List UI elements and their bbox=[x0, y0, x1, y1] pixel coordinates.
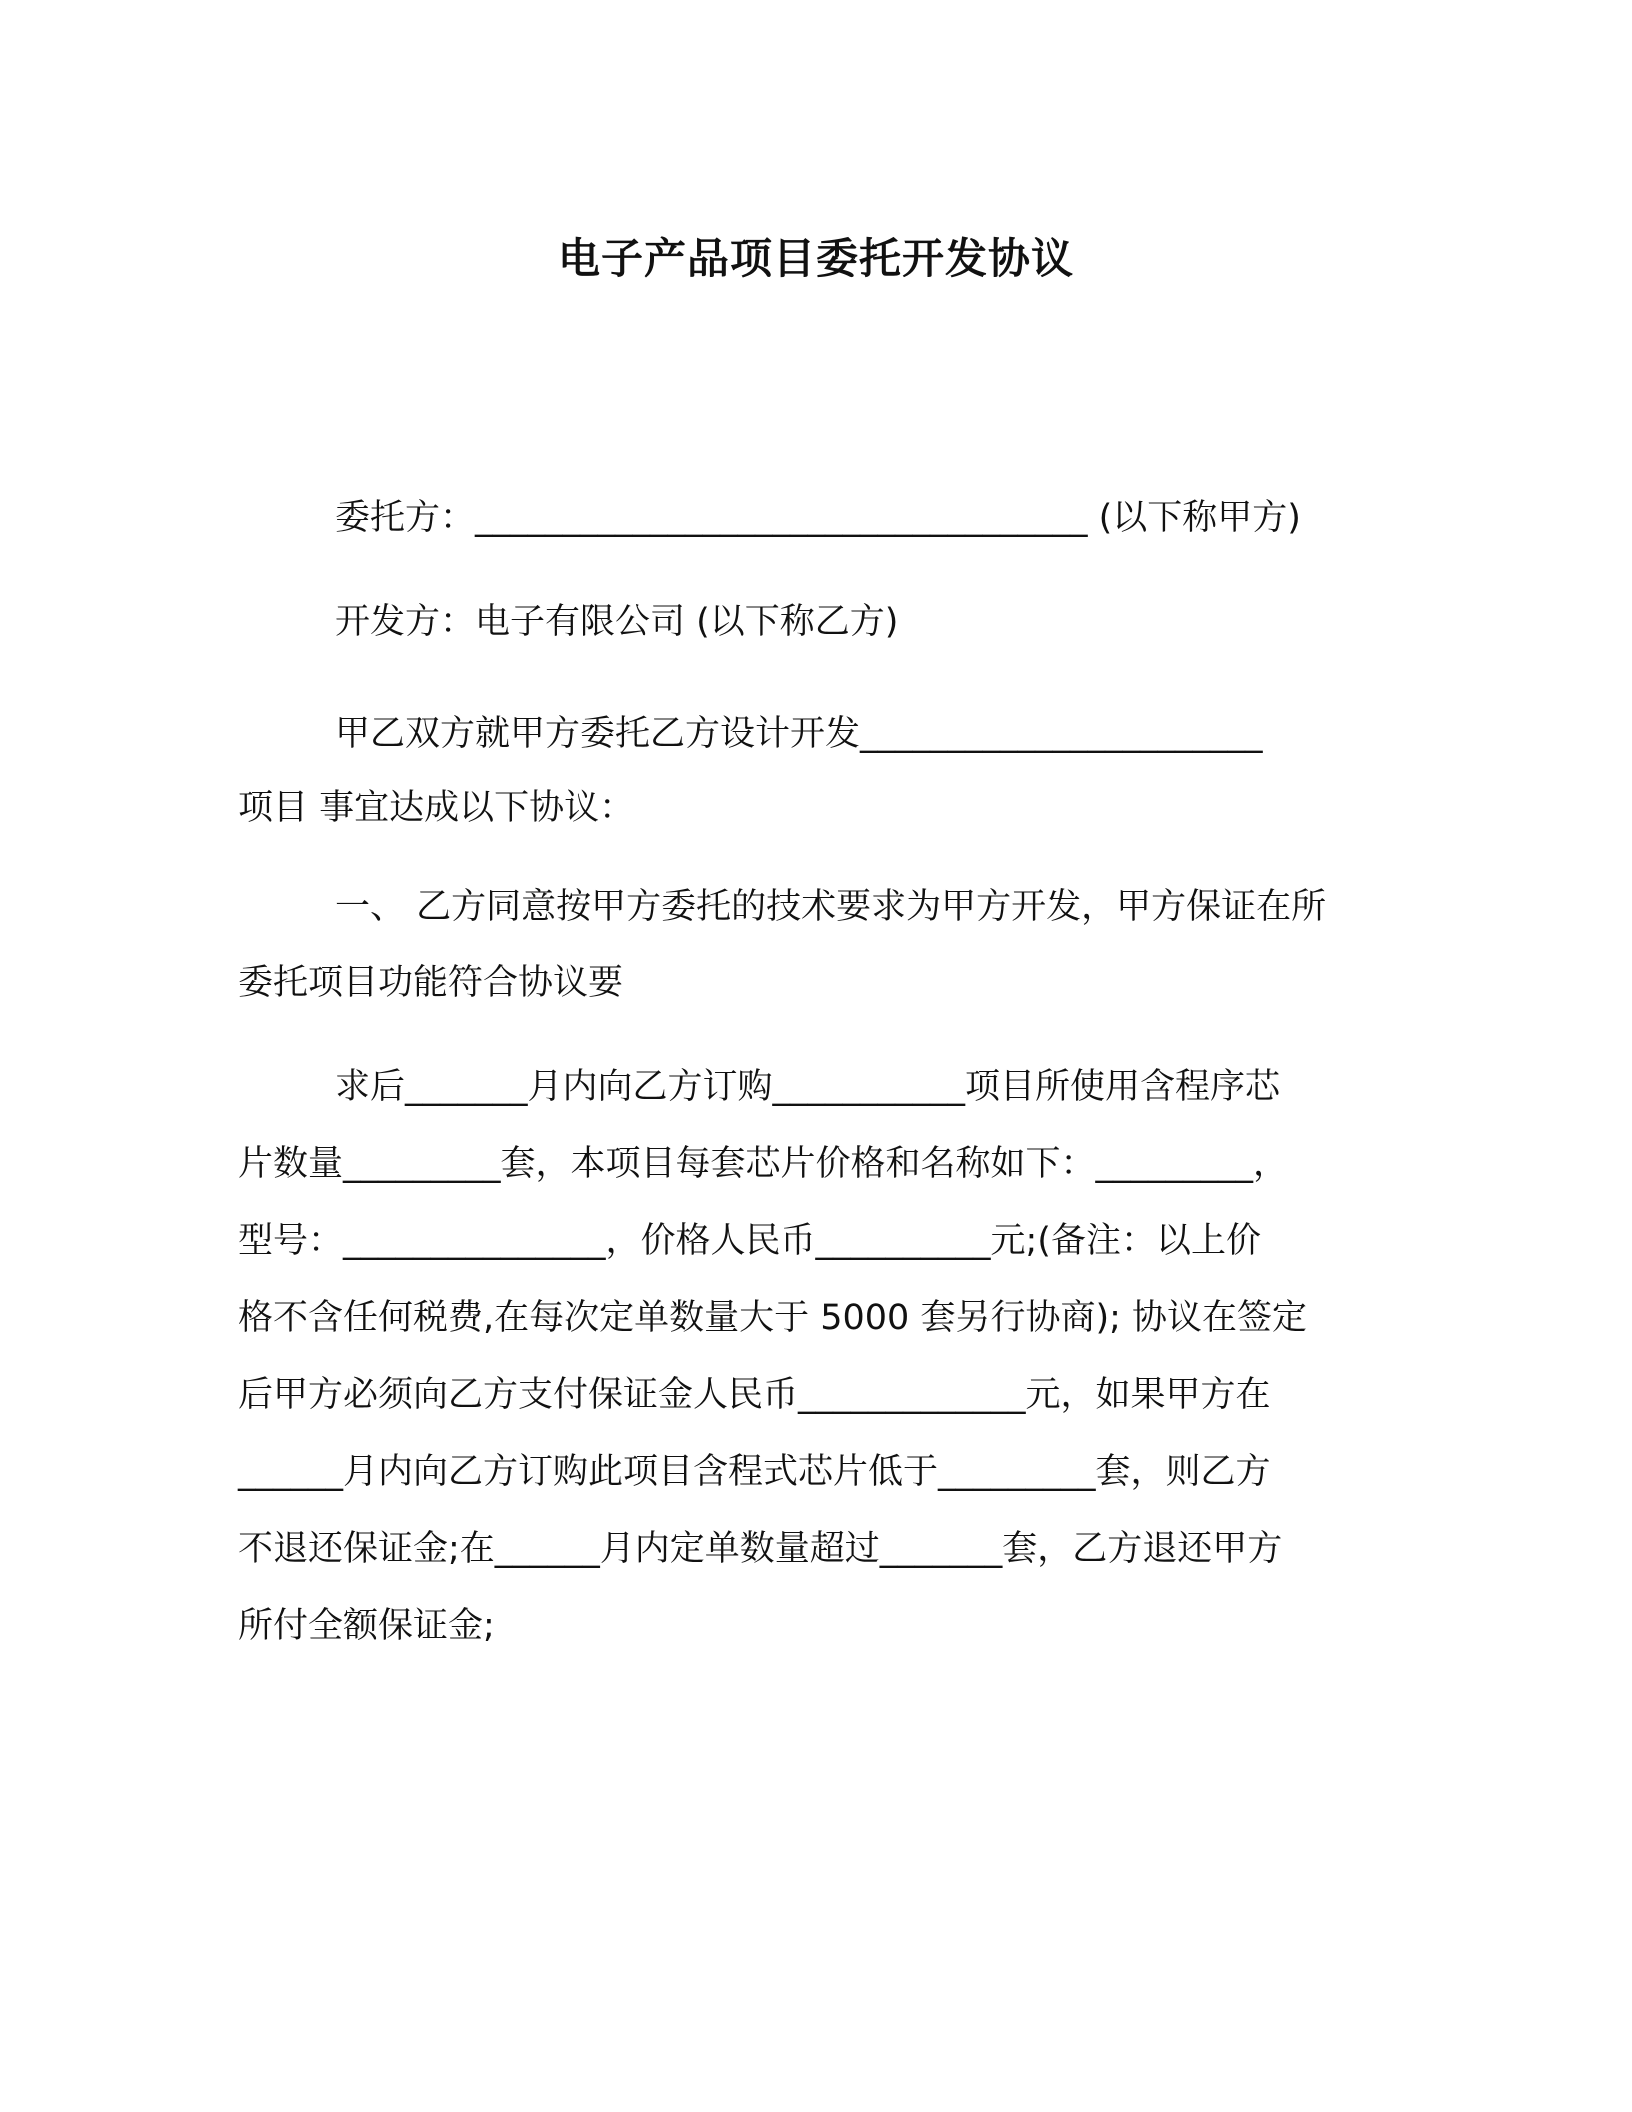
intro-line-1: 甲乙双方就甲方委托乙方设计开发_______________________ bbox=[335, 714, 1263, 754]
clause1-cont-line-2: 片数量_________套，本项目每套芯片价格和名称如下：_________， bbox=[238, 1144, 1289, 1184]
document-title: 电子产品项目委托开发协议 bbox=[557, 234, 1074, 283]
developer-party-line: 开发方：电子有限公司 (以下称乙方) bbox=[335, 602, 899, 642]
clause1-cont-line-1: 求后_______月内向乙方订购___________项目所使用含程序芯 bbox=[335, 1067, 1281, 1107]
clause1-cont-line-4: 格不含任何税费,在每次定单数量大于 5000 套另行协商); 协议在签定 bbox=[238, 1298, 1308, 1338]
clause1-cont-line-5: 后甲方必须向乙方支付保证金人民币_____________元，如果甲方在 bbox=[238, 1375, 1271, 1415]
clause1-line-1: 一、 乙方同意按甲方委托的技术要求为甲方开发，甲方保证在所 bbox=[335, 887, 1327, 927]
intro-line-2: 项目 事宜达成以下协议： bbox=[238, 788, 635, 828]
client-party-line: 委托方：___________________________________ (以下称甲方) bbox=[335, 498, 1301, 538]
clause1-cont-line-8: 所付全额保证金; bbox=[238, 1606, 495, 1646]
clause1-line-2: 委托项目功能符合协议要 bbox=[238, 963, 624, 1003]
clause1-cont-line-6: ______月内向乙方订购此项目含程式芯片低于_________套，则乙方 bbox=[238, 1452, 1271, 1492]
clause1-cont-line-7: 不退还保证金;在______月内定单数量超过_______套，乙方退还甲方 bbox=[238, 1529, 1283, 1569]
clause1-cont-line-3: 型号：_______________，价格人民币__________元;(备注：以上价 bbox=[238, 1221, 1261, 1261]
